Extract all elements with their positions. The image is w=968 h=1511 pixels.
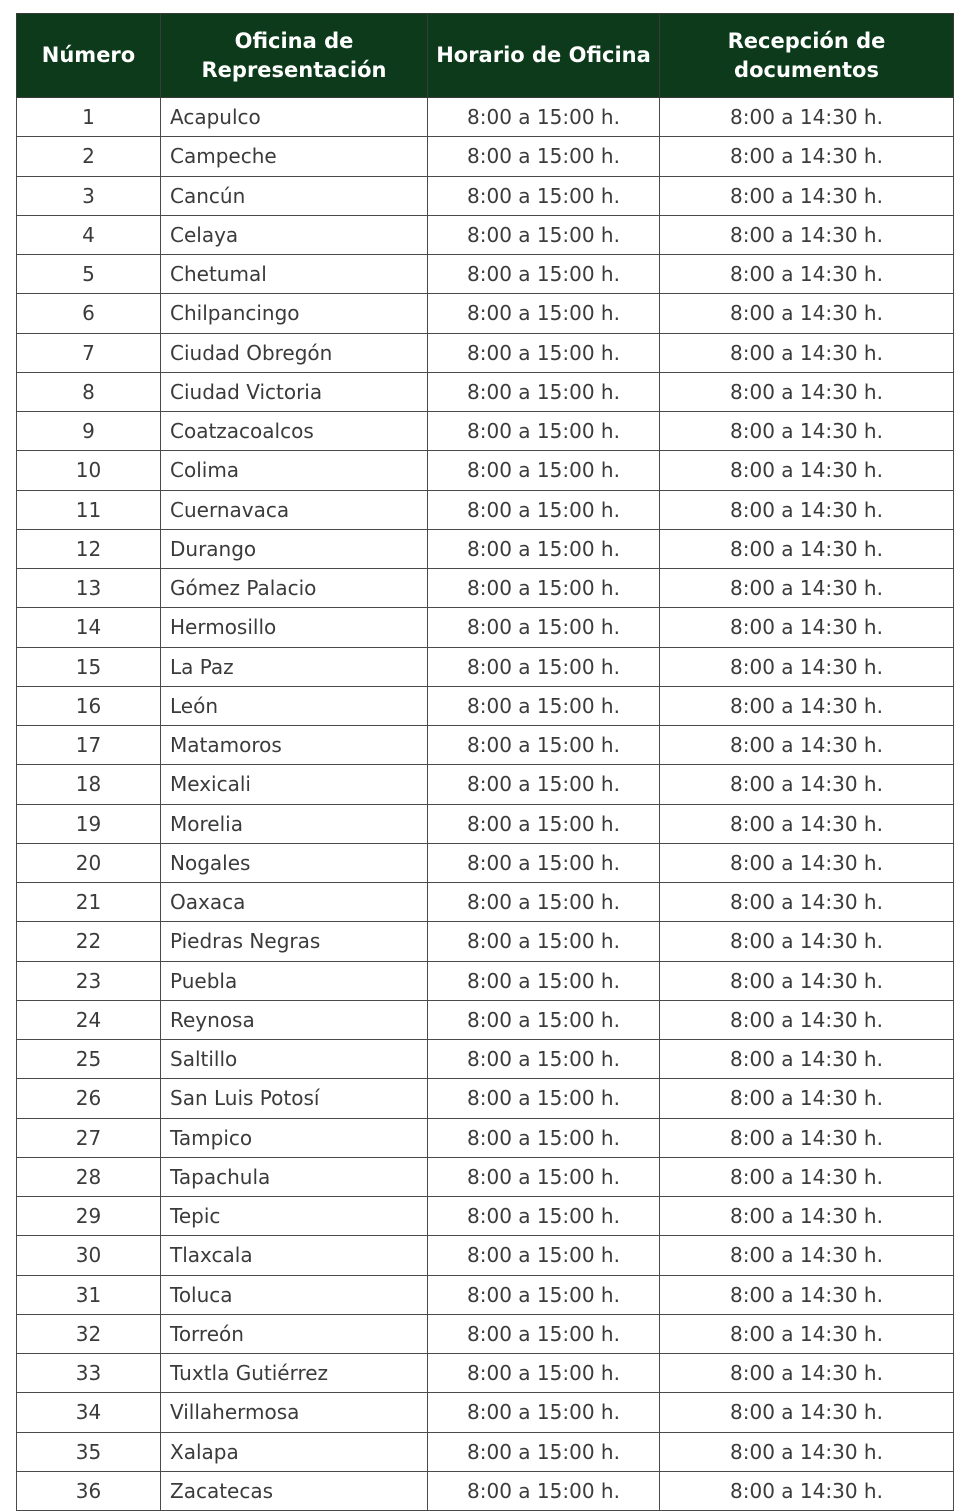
- row-office-hours: 8:00 a 15:00 h.: [428, 1432, 660, 1471]
- row-reception-hours: 8:00 a 14:30 h.: [660, 1040, 954, 1079]
- header-office: Oficina de Representación: [161, 14, 428, 98]
- header-document-reception: Recepción de documentos: [660, 14, 954, 98]
- row-office-name: Cancún: [161, 176, 428, 215]
- row-reception-hours: 8:00 a 14:30 h.: [660, 726, 954, 765]
- row-office-hours: 8:00 a 15:00 h.: [428, 1354, 660, 1393]
- row-reception-hours: 8:00 a 14:30 h.: [660, 529, 954, 568]
- row-reception-hours: 8:00 a 14:30 h.: [660, 451, 954, 490]
- row-reception-hours: 8:00 a 14:30 h.: [660, 1314, 954, 1353]
- table-row: [17, 1471, 954, 1510]
- row-office-name: Xalapa: [161, 1432, 428, 1471]
- row-office-hours: 8:00 a 15:00 h.: [428, 765, 660, 804]
- table-row: [17, 1275, 954, 1314]
- table-row: [17, 843, 954, 882]
- row-number: 30: [17, 1236, 161, 1275]
- row-office-hours: 8:00 a 15:00 h.: [428, 333, 660, 372]
- row-office-name: Puebla: [161, 961, 428, 1000]
- table-row: [17, 529, 954, 568]
- row-number: 29: [17, 1197, 161, 1236]
- row-reception-hours: 8:00 a 14:30 h.: [660, 294, 954, 333]
- row-number: 10: [17, 451, 161, 490]
- row-number: 24: [17, 1000, 161, 1039]
- table-row: [17, 1118, 954, 1157]
- row-office-name: Ciudad Obregón: [161, 333, 428, 372]
- row-office-hours: 8:00 a 15:00 h.: [428, 98, 660, 137]
- row-number: 33: [17, 1354, 161, 1393]
- row-office-hours: 8:00 a 15:00 h.: [428, 843, 660, 882]
- table-row: [17, 294, 954, 333]
- row-reception-hours: 8:00 a 14:30 h.: [660, 255, 954, 294]
- table-row: [17, 176, 954, 215]
- row-reception-hours: 8:00 a 14:30 h.: [660, 1118, 954, 1157]
- row-office-name: Toluca: [161, 1275, 428, 1314]
- row-office-hours: 8:00 a 15:00 h.: [428, 569, 660, 608]
- row-office-name: San Luis Potosí: [161, 1079, 428, 1118]
- row-office-hours: 8:00 a 15:00 h.: [428, 1118, 660, 1157]
- row-office-hours: 8:00 a 15:00 h.: [428, 1157, 660, 1196]
- table-row: [17, 1040, 954, 1079]
- row-reception-hours: 8:00 a 14:30 h.: [660, 1079, 954, 1118]
- row-office-hours: 8:00 a 15:00 h.: [428, 412, 660, 451]
- row-number: 5: [17, 255, 161, 294]
- row-number: 23: [17, 961, 161, 1000]
- table-row: [17, 215, 954, 254]
- row-reception-hours: 8:00 a 14:30 h.: [660, 215, 954, 254]
- row-number: 20: [17, 843, 161, 882]
- row-office-hours: 8:00 a 15:00 h.: [428, 255, 660, 294]
- row-office-name: Reynosa: [161, 1000, 428, 1039]
- table-row: [17, 608, 954, 647]
- row-reception-hours: 8:00 a 14:30 h.: [660, 804, 954, 843]
- row-office-hours: 8:00 a 15:00 h.: [428, 1040, 660, 1079]
- row-number: 11: [17, 490, 161, 529]
- row-number: 19: [17, 804, 161, 843]
- table-row: [17, 1157, 954, 1196]
- table-row: [17, 922, 954, 961]
- row-office-name: La Paz: [161, 647, 428, 686]
- row-number: 34: [17, 1393, 161, 1432]
- row-reception-hours: 8:00 a 14:30 h.: [660, 412, 954, 451]
- row-number: 18: [17, 765, 161, 804]
- row-office-hours: 8:00 a 15:00 h.: [428, 1471, 660, 1510]
- office-hours-table: [16, 13, 954, 1511]
- row-number: 16: [17, 686, 161, 725]
- row-number: 21: [17, 883, 161, 922]
- table-row: [17, 1354, 954, 1393]
- row-number: 25: [17, 1040, 161, 1079]
- row-number: 9: [17, 412, 161, 451]
- row-number: 6: [17, 294, 161, 333]
- row-number: 32: [17, 1314, 161, 1353]
- row-number: 36: [17, 1471, 161, 1510]
- table-row: [17, 333, 954, 372]
- row-office-hours: 8:00 a 15:00 h.: [428, 647, 660, 686]
- row-number: 27: [17, 1118, 161, 1157]
- table-row: [17, 1393, 954, 1432]
- row-reception-hours: 8:00 a 14:30 h.: [660, 569, 954, 608]
- row-office-name: Campeche: [161, 137, 428, 176]
- row-office-name: Gómez Palacio: [161, 569, 428, 608]
- table-row: [17, 1432, 954, 1471]
- row-office-hours: 8:00 a 15:00 h.: [428, 215, 660, 254]
- row-office-name: Tlaxcala: [161, 1236, 428, 1275]
- row-reception-hours: 8:00 a 14:30 h.: [660, 961, 954, 1000]
- table-row: [17, 1079, 954, 1118]
- row-reception-hours: 8:00 a 14:30 h.: [660, 686, 954, 725]
- table-row: [17, 255, 954, 294]
- row-office-hours: 8:00 a 15:00 h.: [428, 726, 660, 765]
- row-number: 14: [17, 608, 161, 647]
- row-office-hours: 8:00 a 15:00 h.: [428, 1197, 660, 1236]
- row-number: 2: [17, 137, 161, 176]
- row-reception-hours: 8:00 a 14:30 h.: [660, 1157, 954, 1196]
- row-number: 1: [17, 98, 161, 137]
- table-row: [17, 569, 954, 608]
- row-office-name: Chetumal: [161, 255, 428, 294]
- row-office-name: Nogales: [161, 843, 428, 882]
- row-office-name: Torreón: [161, 1314, 428, 1353]
- row-reception-hours: 8:00 a 14:30 h.: [660, 490, 954, 529]
- row-number: 7: [17, 333, 161, 372]
- row-office-name: Tuxtla Gutiérrez: [161, 1354, 428, 1393]
- row-office-name: Tapachula: [161, 1157, 428, 1196]
- row-office-hours: 8:00 a 15:00 h.: [428, 372, 660, 411]
- row-number: 28: [17, 1157, 161, 1196]
- table-row: [17, 1000, 954, 1039]
- row-office-name: Matamoros: [161, 726, 428, 765]
- row-reception-hours: 8:00 a 14:30 h.: [660, 176, 954, 215]
- row-reception-hours: 8:00 a 14:30 h.: [660, 1432, 954, 1471]
- row-number: 13: [17, 569, 161, 608]
- row-reception-hours: 8:00 a 14:30 h.: [660, 1275, 954, 1314]
- row-office-name: Acapulco: [161, 98, 428, 137]
- row-number: 4: [17, 215, 161, 254]
- table-row: [17, 804, 954, 843]
- row-office-hours: 8:00 a 15:00 h.: [428, 1314, 660, 1353]
- row-office-hours: 8:00 a 15:00 h.: [428, 804, 660, 843]
- row-reception-hours: 8:00 a 14:30 h.: [660, 1393, 954, 1432]
- header-row: [17, 14, 954, 98]
- row-office-name: Saltillo: [161, 1040, 428, 1079]
- row-office-hours: 8:00 a 15:00 h.: [428, 176, 660, 215]
- office-hours-table-container: [16, 13, 953, 1511]
- row-office-hours: 8:00 a 15:00 h.: [428, 294, 660, 333]
- table-row: [17, 1236, 954, 1275]
- table-row: [17, 412, 954, 451]
- table-row: [17, 726, 954, 765]
- row-reception-hours: 8:00 a 14:30 h.: [660, 922, 954, 961]
- table-row: [17, 98, 954, 137]
- table-row: [17, 490, 954, 529]
- row-office-name: León: [161, 686, 428, 725]
- row-office-hours: 8:00 a 15:00 h.: [428, 922, 660, 961]
- table-row: [17, 686, 954, 725]
- row-reception-hours: 8:00 a 14:30 h.: [660, 1236, 954, 1275]
- row-office-hours: 8:00 a 15:00 h.: [428, 529, 660, 568]
- row-office-hours: 8:00 a 15:00 h.: [428, 451, 660, 490]
- row-number: 31: [17, 1275, 161, 1314]
- table-row: [17, 961, 954, 1000]
- table-row: [17, 1197, 954, 1236]
- table-header: [17, 14, 954, 98]
- row-office-hours: 8:00 a 15:00 h.: [428, 1236, 660, 1275]
- table-row: [17, 1314, 954, 1353]
- row-office-name: Ciudad Victoria: [161, 372, 428, 411]
- row-reception-hours: 8:00 a 14:30 h.: [660, 883, 954, 922]
- row-number: 35: [17, 1432, 161, 1471]
- table-body: [17, 98, 954, 1511]
- row-office-name: Cuernavaca: [161, 490, 428, 529]
- row-reception-hours: 8:00 a 14:30 h.: [660, 372, 954, 411]
- row-office-name: Mexicali: [161, 765, 428, 804]
- row-office-name: Piedras Negras: [161, 922, 428, 961]
- row-office-name: Villahermosa: [161, 1393, 428, 1432]
- row-reception-hours: 8:00 a 14:30 h.: [660, 647, 954, 686]
- header-office-hours: Horario de Oficina: [428, 14, 660, 98]
- row-office-hours: 8:00 a 15:00 h.: [428, 137, 660, 176]
- row-reception-hours: 8:00 a 14:30 h.: [660, 765, 954, 804]
- row-number: 8: [17, 372, 161, 411]
- table-row: [17, 137, 954, 176]
- row-number: 22: [17, 922, 161, 961]
- row-number: 26: [17, 1079, 161, 1118]
- table-row: [17, 647, 954, 686]
- header-number: Número: [17, 14, 161, 98]
- row-reception-hours: 8:00 a 14:30 h.: [660, 1197, 954, 1236]
- row-number: 12: [17, 529, 161, 568]
- row-office-hours: 8:00 a 15:00 h.: [428, 686, 660, 725]
- row-number: 3: [17, 176, 161, 215]
- row-office-hours: 8:00 a 15:00 h.: [428, 1275, 660, 1314]
- row-office-name: Chilpancingo: [161, 294, 428, 333]
- row-reception-hours: 8:00 a 14:30 h.: [660, 333, 954, 372]
- row-office-name: Zacatecas: [161, 1471, 428, 1510]
- row-office-name: Celaya: [161, 215, 428, 254]
- row-office-name: Hermosillo: [161, 608, 428, 647]
- row-office-hours: 8:00 a 15:00 h.: [428, 608, 660, 647]
- row-reception-hours: 8:00 a 14:30 h.: [660, 137, 954, 176]
- row-office-name: Colima: [161, 451, 428, 490]
- row-office-name: Tepic: [161, 1197, 428, 1236]
- row-office-hours: 8:00 a 15:00 h.: [428, 1079, 660, 1118]
- row-reception-hours: 8:00 a 14:30 h.: [660, 98, 954, 137]
- row-reception-hours: 8:00 a 14:30 h.: [660, 608, 954, 647]
- row-reception-hours: 8:00 a 14:30 h.: [660, 1354, 954, 1393]
- table-row: [17, 372, 954, 411]
- row-reception-hours: 8:00 a 14:30 h.: [660, 1471, 954, 1510]
- row-number: 15: [17, 647, 161, 686]
- row-reception-hours: 8:00 a 14:30 h.: [660, 843, 954, 882]
- table-row: [17, 451, 954, 490]
- table-row: [17, 883, 954, 922]
- row-office-name: Tampico: [161, 1118, 428, 1157]
- row-office-name: Morelia: [161, 804, 428, 843]
- row-office-name: Coatzacoalcos: [161, 412, 428, 451]
- row-reception-hours: 8:00 a 14:30 h.: [660, 1000, 954, 1039]
- row-number: 17: [17, 726, 161, 765]
- row-office-name: Oaxaca: [161, 883, 428, 922]
- table-row: [17, 765, 954, 804]
- row-office-hours: 8:00 a 15:00 h.: [428, 1000, 660, 1039]
- row-office-hours: 8:00 a 15:00 h.: [428, 883, 660, 922]
- row-office-name: Durango: [161, 529, 428, 568]
- row-office-hours: 8:00 a 15:00 h.: [428, 1393, 660, 1432]
- row-office-hours: 8:00 a 15:00 h.: [428, 961, 660, 1000]
- row-office-hours: 8:00 a 15:00 h.: [428, 490, 660, 529]
